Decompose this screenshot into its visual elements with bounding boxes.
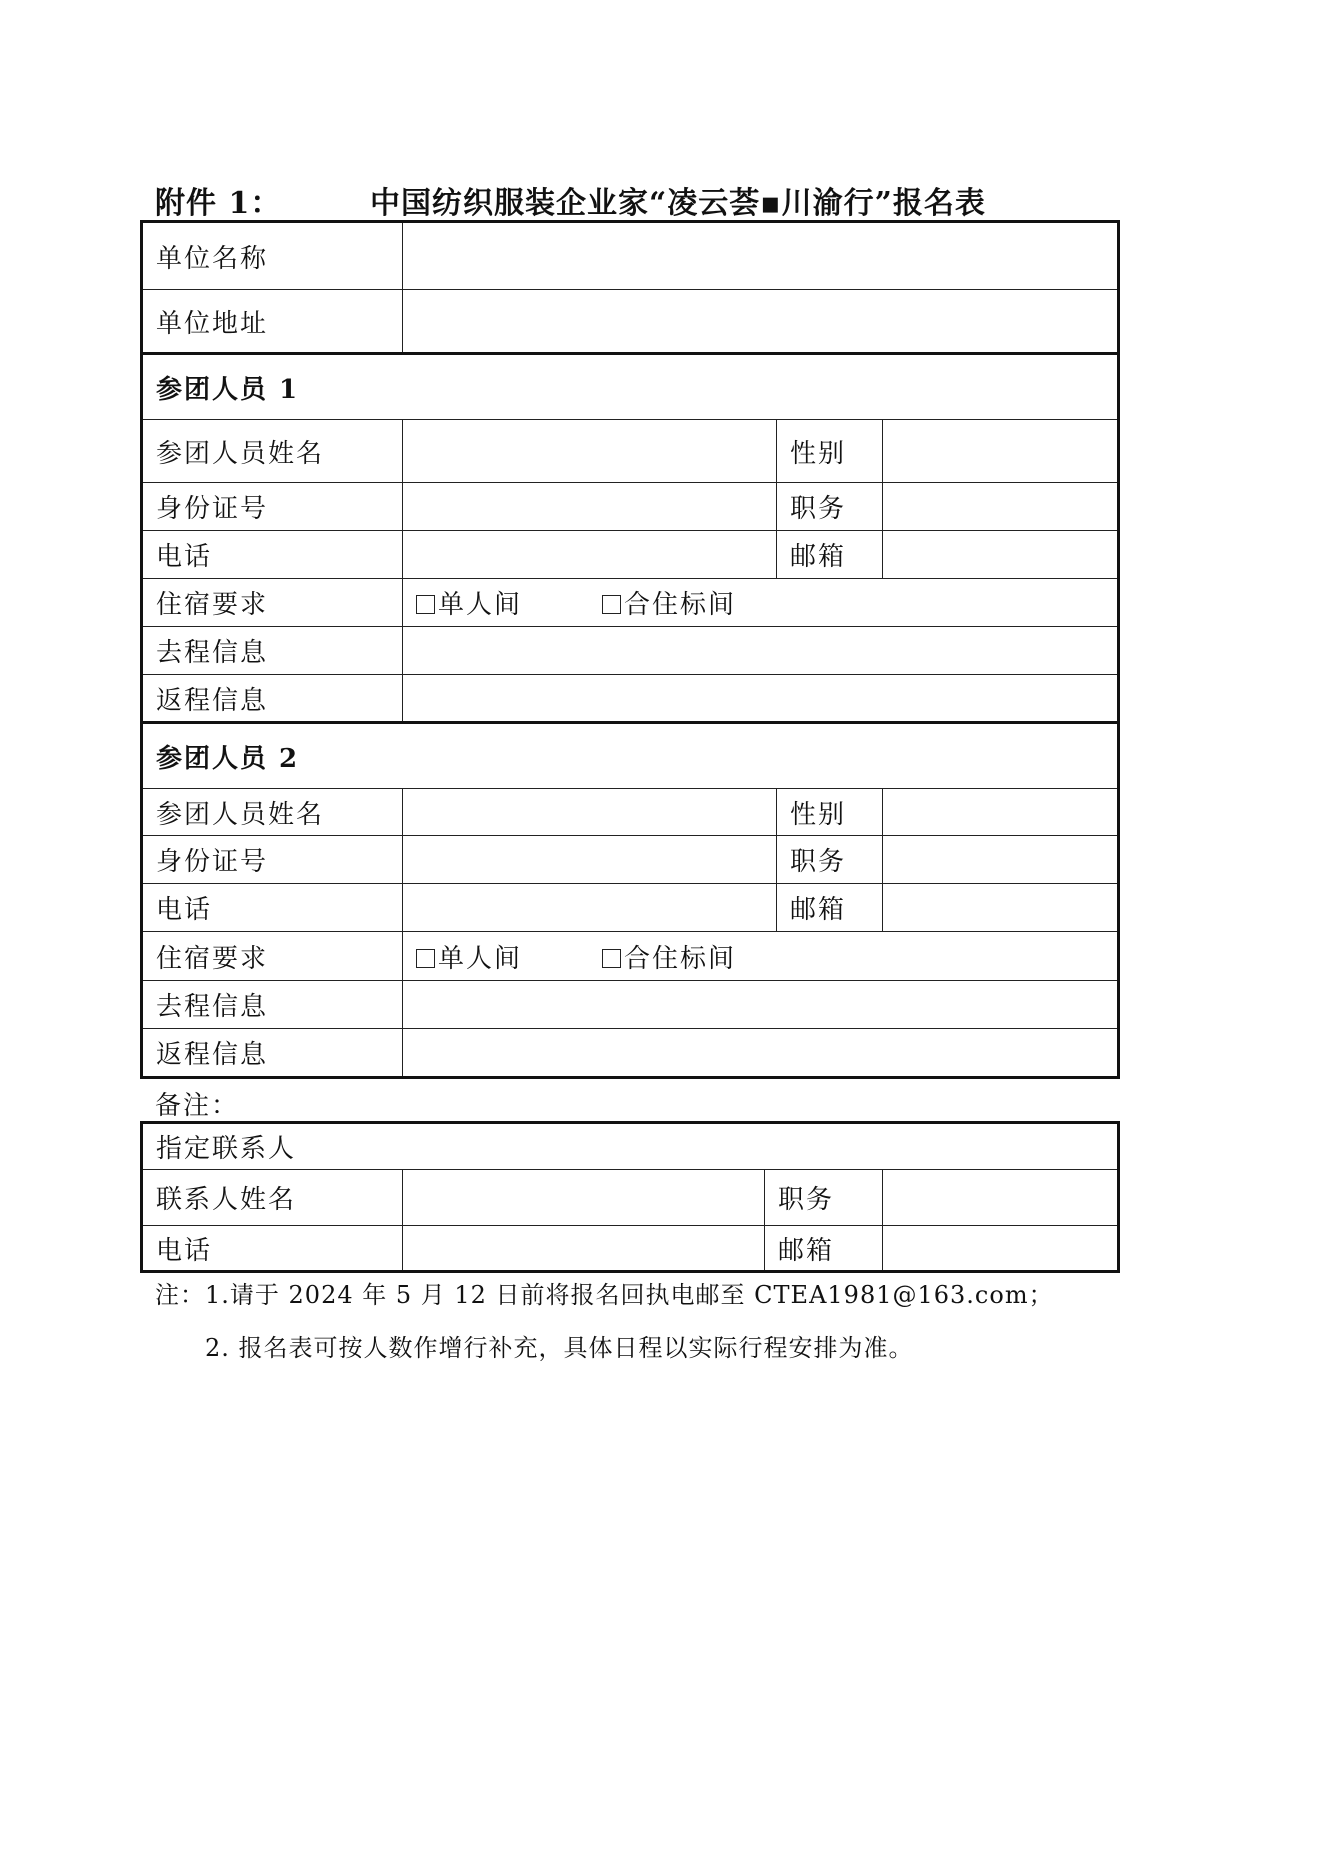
single-room-label: 单人间	[438, 590, 523, 620]
form-title: 中国纺织服装企业家“凌云荟▪川渝行”报名表	[370, 186, 986, 221]
participant-1-id-field[interactable]	[403, 483, 777, 531]
position-label: 职务	[777, 836, 883, 884]
participant-2-position-field[interactable]	[883, 836, 1119, 884]
participant-1-position-field[interactable]	[883, 483, 1119, 531]
shared-room-checkbox[interactable]	[602, 584, 736, 621]
unit-address-label: 单位地址	[142, 290, 403, 354]
participant-2-phone-field[interactable]	[403, 884, 777, 932]
participant-2-id-field[interactable]	[403, 836, 777, 884]
participant-2-phone-row	[142, 884, 1119, 932]
participant-2-gender-field[interactable]	[883, 789, 1119, 836]
participant-2-departure-row	[142, 981, 1119, 1029]
return-label: 返程信息	[142, 675, 403, 723]
participant-1-phone-row	[142, 531, 1119, 579]
participant-1-lodging-row	[142, 579, 1119, 627]
lodging-label: 住宿要求	[142, 932, 403, 981]
email-label: 邮箱	[777, 884, 883, 932]
contact-name-label: 联系人姓名	[142, 1170, 403, 1226]
participant-1-gender-field[interactable]	[883, 420, 1119, 483]
participant-2-return-row	[142, 1029, 1119, 1078]
phone-label: 电话	[142, 884, 403, 932]
participant-2-return-field[interactable]	[403, 1029, 1119, 1078]
contact-section-title: 指定联系人	[142, 1123, 1119, 1170]
participant-1-section-title: 参团人员 1	[142, 354, 1119, 420]
contact-email-label: 邮箱	[765, 1226, 883, 1272]
note-line-1: 注：1.请于 2024 年 5 月 12 日前将报名回执电邮至 CTEA1981@163.com；	[155, 1281, 1054, 1309]
checkbox-icon	[602, 949, 621, 968]
return-label: 返程信息	[142, 1029, 403, 1078]
participant-name-label: 参团人员姓名	[142, 789, 403, 836]
departure-label: 去程信息	[142, 627, 403, 675]
departure-label: 去程信息	[142, 981, 403, 1029]
unit-address-row	[142, 290, 1119, 354]
contact-name-field[interactable]	[403, 1170, 765, 1226]
contact-position-field[interactable]	[883, 1170, 1119, 1226]
participant-2-name-row	[142, 789, 1119, 836]
participant-2-header-row	[142, 723, 1119, 789]
unit-name-row	[142, 222, 1119, 290]
participant-2-id-row	[142, 836, 1119, 884]
unit-address-field[interactable]	[403, 290, 1119, 354]
position-label: 职务	[777, 483, 883, 531]
contact-phone-row	[142, 1226, 1119, 1272]
participant-1-name-row	[142, 420, 1119, 483]
single-room-checkbox[interactable]	[416, 938, 522, 975]
participant-1-header-row	[142, 354, 1119, 420]
checkbox-icon	[416, 595, 435, 614]
contact-header-row	[142, 1123, 1119, 1170]
id-number-label: 身份证号	[142, 483, 403, 531]
participant-1-name-field[interactable]	[403, 420, 777, 483]
gender-label: 性别	[777, 789, 883, 836]
contact-position-label: 职务	[765, 1170, 883, 1226]
shared-room-label: 合住标间	[624, 590, 737, 620]
single-room-checkbox[interactable]	[416, 584, 522, 621]
participant-1-phone-field[interactable]	[403, 531, 777, 579]
note-line-2: 2. 报名表可按人数作增行补充，具体日程以实际行程安排为准。	[205, 1334, 914, 1362]
email-label: 邮箱	[777, 531, 883, 579]
gender-label: 性别	[777, 420, 883, 483]
checkbox-icon	[416, 949, 435, 968]
participant-2-section-title: 参团人员 2	[142, 723, 1119, 789]
contact-phone-label: 电话	[142, 1226, 403, 1272]
registration-table	[140, 220, 1120, 1079]
contact-name-row	[142, 1170, 1119, 1226]
participant-1-departure-row	[142, 627, 1119, 675]
participant-1-email-field[interactable]	[883, 531, 1119, 579]
phone-label: 电话	[142, 531, 403, 579]
participant-2-lodging-row	[142, 932, 1119, 981]
shared-room-checkbox[interactable]	[602, 938, 736, 975]
attachment-label: 附件 1：	[155, 186, 282, 221]
participant-name-label: 参团人员姓名	[142, 420, 403, 483]
participant-2-lodging-options	[403, 932, 1119, 981]
lodging-label: 住宿要求	[142, 579, 403, 627]
contact-table	[140, 1121, 1120, 1273]
participant-1-departure-field[interactable]	[403, 627, 1119, 675]
remark-label: 备注：	[155, 1091, 240, 1121]
participant-1-id-row	[142, 483, 1119, 531]
contact-phone-field[interactable]	[403, 1226, 765, 1272]
participant-2-name-field[interactable]	[403, 789, 777, 836]
unit-name-label: 单位名称	[142, 222, 403, 290]
participant-1-lodging-options	[403, 579, 1119, 627]
participant-1-return-row	[142, 675, 1119, 723]
unit-name-field[interactable]	[403, 222, 1119, 290]
id-number-label: 身份证号	[142, 836, 403, 884]
checkbox-icon	[602, 595, 621, 614]
participant-2-departure-field[interactable]	[403, 981, 1119, 1029]
contact-email-field[interactable]	[883, 1226, 1119, 1272]
shared-room-label: 合住标间	[624, 943, 737, 974]
participant-2-email-field[interactable]	[883, 884, 1119, 932]
single-room-label: 单人间	[438, 943, 523, 974]
participant-1-return-field[interactable]	[403, 675, 1119, 723]
